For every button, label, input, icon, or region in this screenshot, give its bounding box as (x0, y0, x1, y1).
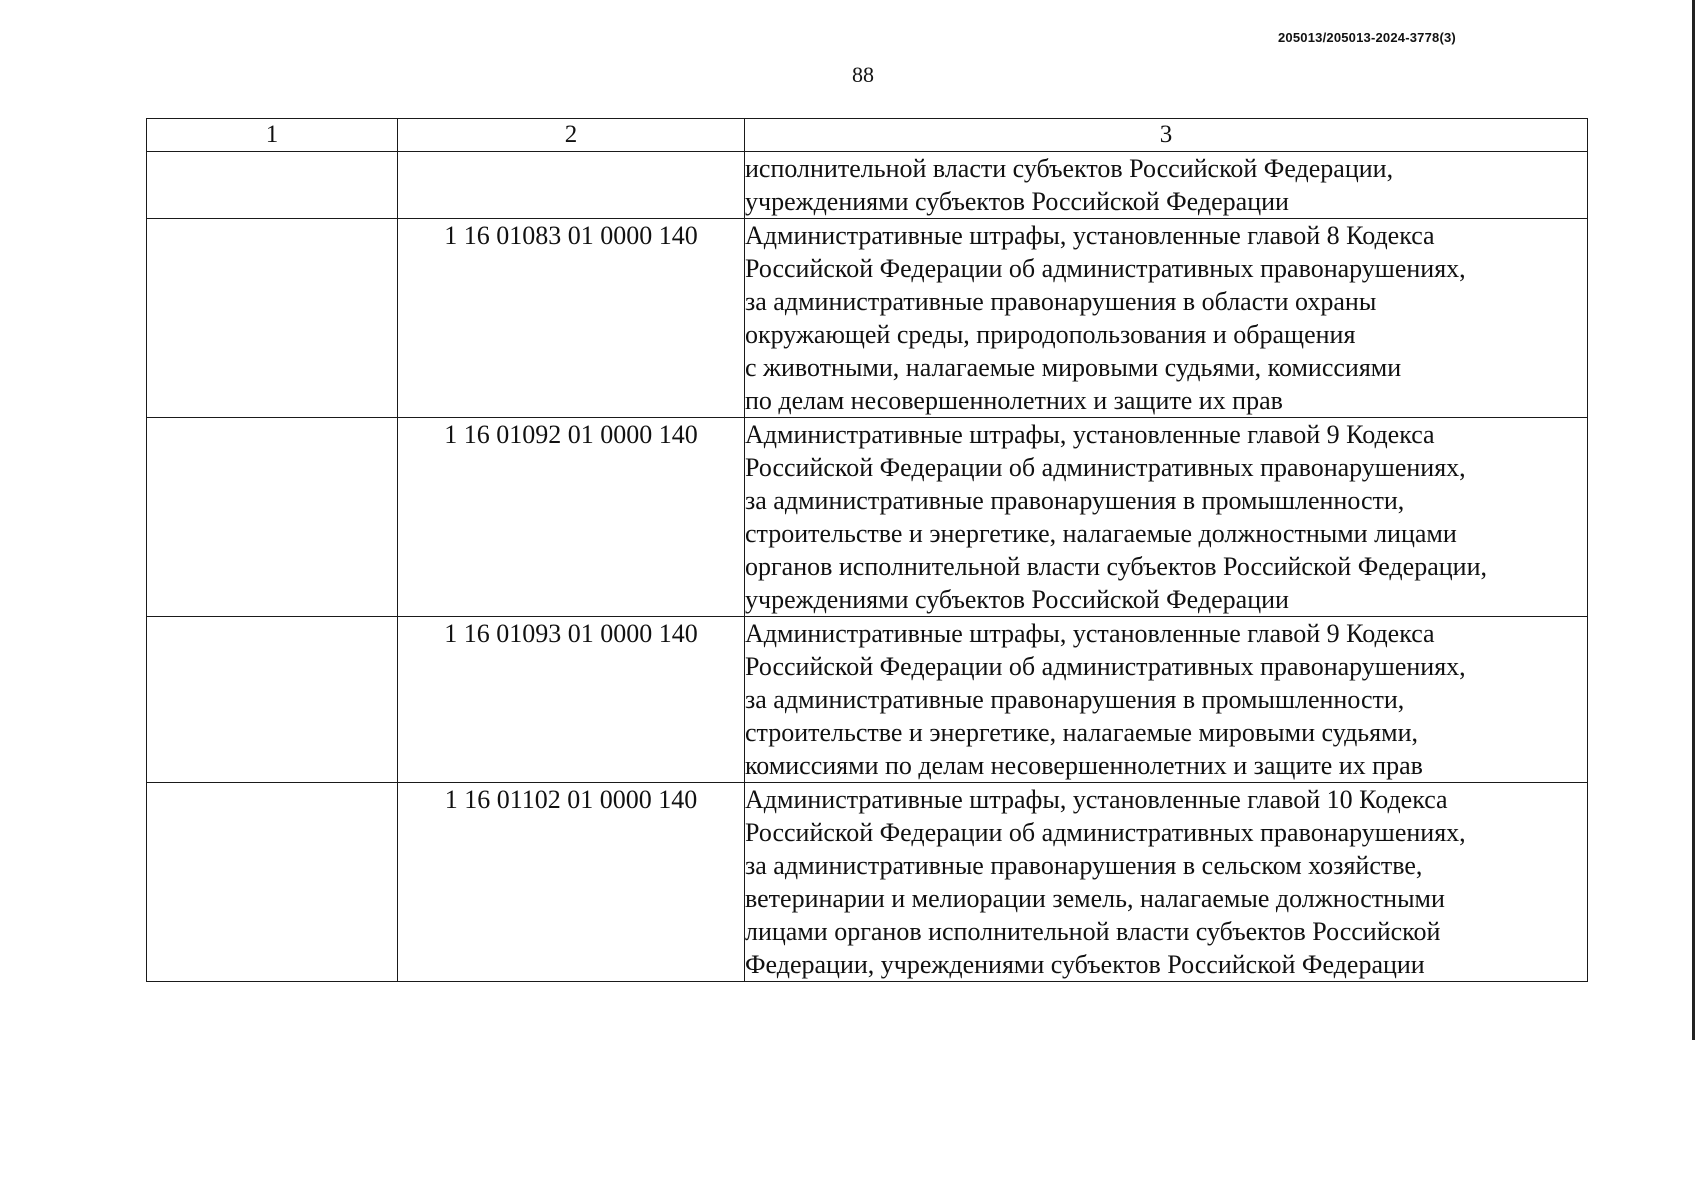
page-number: 88 (852, 62, 874, 87)
description-line: Федерации, учреждениями субъектов Российской Федерации (745, 950, 1425, 979)
description-line: за административные правонарушения в области охраны (745, 287, 1377, 316)
budget-code-cell: 1 16 01092 01 0000 140 (398, 418, 745, 617)
description-line: Административные штрафы, установленные главой 10 Кодекса (745, 785, 1448, 814)
description-line: Административные штрафы, установленные главой 9 Кодекса (745, 619, 1435, 648)
description-line: Российской Федерации об административных правонарушениях, (745, 254, 1466, 283)
row-col1-cell (147, 418, 398, 617)
table-row (147, 783, 1588, 982)
description-line: Российской Федерации об административных правонарушениях, (745, 818, 1466, 847)
row-col1-cell (147, 617, 398, 783)
header-col-2: 2 (398, 119, 745, 152)
description-line: Административные штрафы, установленные главой 8 Кодекса (745, 221, 1435, 250)
row-col1-cell (147, 783, 398, 982)
description-cell (745, 617, 1588, 783)
table-row (147, 617, 1588, 783)
description-line: комиссиями по делам несовершеннолетних и защите их прав (745, 751, 1423, 780)
description-line: за административные правонарушения в промышленности, (745, 486, 1405, 515)
header-col-3: 3 (745, 119, 1588, 152)
budget-code-cell (398, 152, 745, 219)
table-row (147, 152, 1588, 219)
page-edge-line (1692, 0, 1695, 1040)
description-line: учреждениями субъектов Российской Федерации (745, 187, 1289, 216)
description-line: Российской Федерации об административных правонарушениях, (745, 652, 1466, 681)
description-line: с животными, налагаемые мировыми судьями, комиссиями (745, 353, 1402, 382)
description-line: окружающей среды, природопользования и обращения (745, 320, 1356, 349)
budget-code-cell: 1 16 01102 01 0000 140 (398, 783, 745, 982)
description-line: за административные правонарушения в промышленности, (745, 685, 1405, 714)
description-line: ветеринарии и мелиорации земель, налагаемые должностными (745, 884, 1445, 913)
table-row (147, 219, 1588, 418)
description-line: за административные правонарушения в сельском хозяйстве, (745, 851, 1423, 880)
header-col-1: 1 (147, 119, 398, 152)
description-cell (745, 418, 1588, 617)
row-col1-cell (147, 152, 398, 219)
document-id: 205013/205013-2024-3778(3) (1278, 30, 1456, 45)
description-line: строительстве и энергетике, налагаемые должностными лицами (745, 519, 1457, 548)
table-body (147, 119, 1588, 982)
table-row (147, 418, 1588, 617)
description-line: исполнительной власти субъектов Российской Федерации, (745, 154, 1394, 183)
budget-code-cell: 1 16 01083 01 0000 140 (398, 219, 745, 418)
description-line: Российской Федерации об административных правонарушениях, (745, 453, 1466, 482)
description-line: по делам несовершеннолетних и защите их прав (745, 386, 1283, 415)
description-cell (745, 219, 1588, 418)
budget-code-cell: 1 16 01093 01 0000 140 (398, 617, 745, 783)
description-line: органов исполнительной власти субъектов Российской Федерации, (745, 552, 1487, 581)
table-header-row (147, 119, 1588, 152)
description-line: учреждениями субъектов Российской Федерации (745, 585, 1289, 614)
budget-code-table (146, 118, 1588, 982)
description-cell (745, 152, 1588, 219)
description-line: лицами органов исполнительной власти субъектов Российской (745, 917, 1441, 946)
description-cell (745, 783, 1588, 982)
description-line: строительстве и энергетике, налагаемые мировыми судьями, (745, 718, 1418, 747)
row-col1-cell (147, 219, 398, 418)
description-line: Административные штрафы, установленные главой 9 Кодекса (745, 420, 1435, 449)
